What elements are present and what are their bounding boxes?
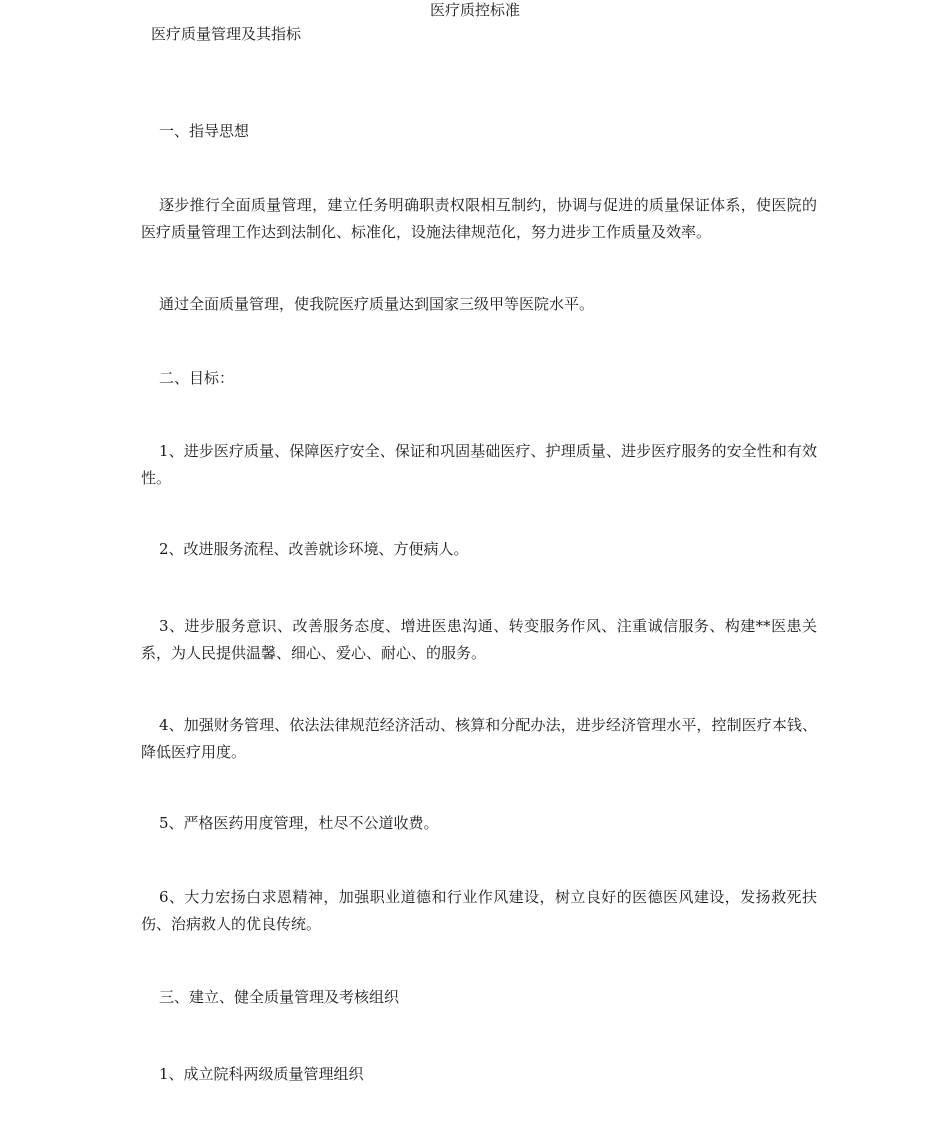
paragraph-guiding-ideology-1: 逐步推行全面质量管理，建立任务明确职责权限相互制约，协调与促进的质量保证体系，使医院的医疗质量管理工作达到法制化、标准化，设施法律规范化，努力进步工作质量及效率。 [141, 196, 817, 241]
goal-item-2: 2、改进服务流程、改善就诊环境、方便病人。 [159, 540, 469, 558]
document-title: 医疗质量管理及其指标 [151, 25, 302, 43]
goal-item-3: 3、进步服务意识、改善服务态度、增进医患沟通、转变服务作风、注重诚信服务、构建**医患关系，为人民提供温馨、细心、爱心、耐心、的服务。 [141, 617, 817, 662]
page-header: 医疗质控标准 [429, 1, 520, 19]
goal-item-4: 4、加强财务管理、依法法律规范经济活动、核算和分配办法，进步经济管理水平，控制医疗本钱、降低医疗用度。 [141, 716, 817, 761]
section-heading-guiding-ideology: 一、指导思想 [159, 122, 250, 140]
organization-item-1: 1、成立院科两级质量管理组织 [159, 1065, 364, 1083]
paragraph-guiding-ideology-2: 通过全面质量管理，使我院医疗质量达到国家三级甲等医院水平。 [159, 295, 595, 313]
goal-item-1: 1、进步医疗质量、保障医疗安全、保证和巩固基础医疗、护理质量、进步医疗服务的安全性和有效性。 [141, 442, 817, 487]
goal-item-6: 6、大力宏扬白求恩精神，加强职业道德和行业作风建设，树立良好的医德医风建设，发扬救死扶伤、治病救人的优良传统。 [141, 888, 817, 933]
section-heading-organization: 三、建立、健全质量管理及考核组织 [159, 988, 400, 1006]
section-heading-goals: 二、目标： [159, 369, 235, 387]
goal-item-5: 5、严格医药用度管理，杜尽不公道收费。 [159, 814, 439, 832]
